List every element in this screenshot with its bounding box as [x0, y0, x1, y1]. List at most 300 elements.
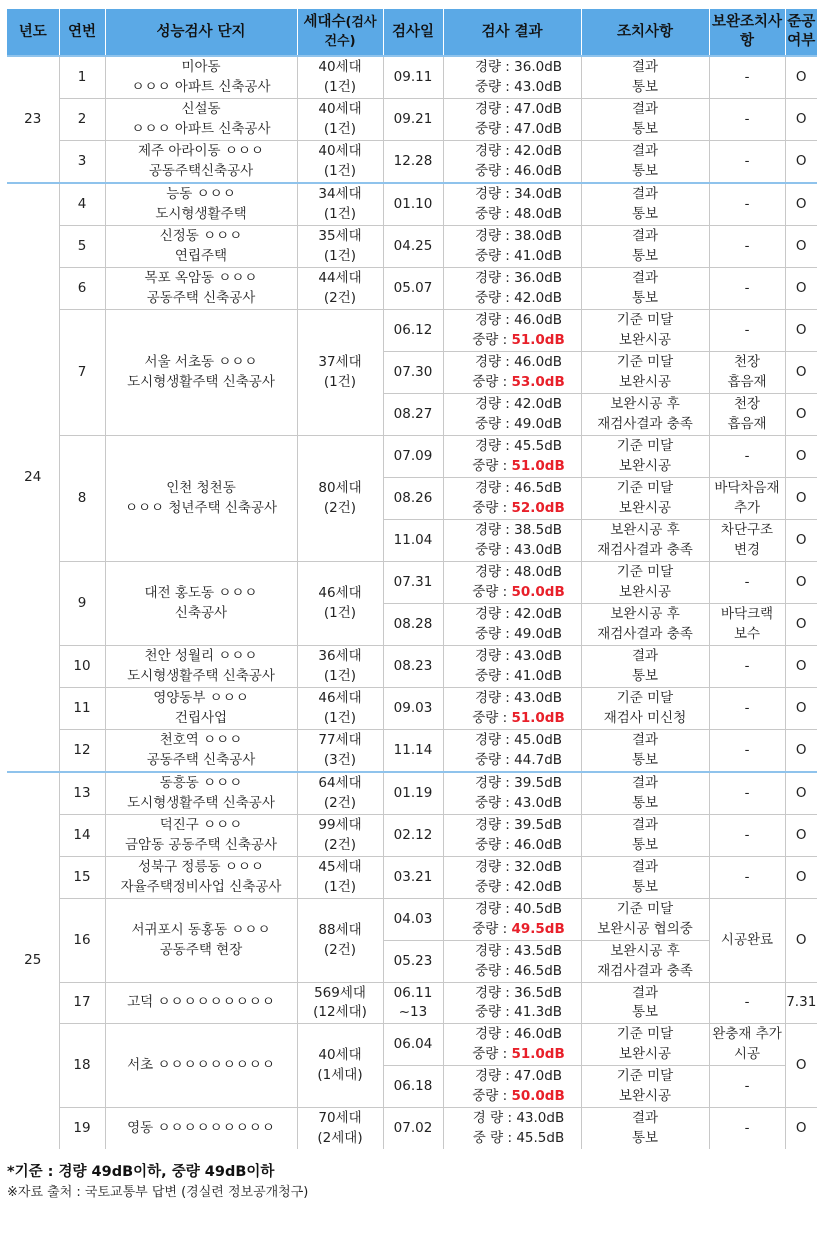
action-taken-line1: 결과 — [631, 1110, 659, 1126]
light-label: 경량 : — [474, 143, 510, 159]
complex-name — [105, 99, 297, 141]
test-date — [383, 56, 443, 99]
light-value: 36.5dB — [514, 984, 563, 1001]
heavy-label: 중량 : — [474, 962, 510, 979]
heavy-impact-result — [444, 667, 581, 687]
completion-status: O — [785, 352, 817, 394]
action-taken — [581, 394, 709, 436]
heavy-value: 47.0dB — [514, 120, 563, 137]
household-count — [297, 730, 383, 773]
test-date — [383, 141, 443, 184]
completion-status: O — [785, 730, 817, 773]
heavy-impact-result — [444, 289, 581, 309]
household-count — [297, 899, 383, 983]
household-count — [297, 1024, 383, 1108]
supplementary-action-line1: - — [744, 1077, 750, 1094]
supplementary-action-line2: 시공 — [733, 1045, 761, 1062]
heavy-label: 중량 : — [474, 1004, 510, 1020]
complex-name — [105, 899, 297, 983]
test-date — [383, 857, 443, 899]
entry-number: 16 — [59, 899, 105, 983]
heavy-value: 46.5dB — [514, 962, 563, 979]
supplementary-action — [709, 268, 785, 310]
year-cell: 24 — [7, 183, 59, 772]
action-taken-line1: 결과 — [631, 59, 659, 75]
test-date-value: 09.21 — [393, 110, 433, 127]
action-taken-line1: 기준 미달 — [616, 480, 674, 496]
test-result-cell — [443, 478, 581, 520]
household-count-line2: (1세대) — [317, 1066, 363, 1083]
complex-name-line1: 서울 서초동 ㅇㅇㅇ — [144, 354, 258, 370]
complex-name-line2: 도시형생활주택 신축공사 — [127, 667, 275, 684]
supplementary-action-line1: 바닥크랙 — [720, 606, 774, 622]
action-taken-line2: 보완시공 — [618, 499, 672, 516]
year-cell: 23 — [7, 56, 59, 183]
heavy-label: 중량 : — [474, 415, 510, 432]
supplementary-action-line1: 천장 — [733, 396, 761, 412]
supplementary-action — [709, 1108, 785, 1150]
test-date-value: 04.03 — [393, 910, 433, 927]
action-taken — [581, 141, 709, 184]
test-date-value: 03.21 — [393, 868, 433, 885]
table-row — [7, 226, 817, 268]
action-taken-line1: 결과 — [631, 732, 659, 748]
light-impact-result — [444, 1025, 581, 1045]
light-value: 36.0dB — [514, 270, 563, 286]
supplementary-action-line1: 천장 — [733, 354, 761, 370]
supplementary-action-line1: - — [744, 152, 750, 169]
test-result-cell — [443, 1024, 581, 1066]
heavy-value: 41.0dB — [514, 667, 563, 684]
action-taken — [581, 436, 709, 478]
action-taken-line1: 보완시공 후 — [610, 396, 680, 412]
test-date-range-end: ~13 — [398, 1004, 428, 1020]
test-date-value: 11.14 — [393, 741, 433, 758]
test-result-cell — [443, 99, 581, 141]
heavy-impact-result — [444, 415, 581, 435]
complex-name-line2: 공동주택신축공사 — [148, 162, 254, 179]
household-count-line2: (1건) — [323, 120, 357, 137]
test-date-value: 08.23 — [393, 657, 433, 674]
test-result-cell — [443, 730, 581, 773]
light-value: 43.0dB — [516, 1110, 565, 1126]
light-impact-result — [444, 647, 581, 667]
action-taken-line2: 재검사 미신청 — [603, 709, 687, 726]
test-date — [383, 1108, 443, 1150]
household-count-line2: (2건) — [323, 941, 357, 958]
header-action: 조치사항 — [581, 9, 709, 56]
light-impact-result — [444, 774, 581, 794]
header-year: 년도 — [7, 9, 59, 56]
heavy-value-failed: 49.5dB — [511, 920, 565, 937]
completion-status: O — [785, 815, 817, 857]
action-taken-line1: 결과 — [631, 186, 659, 202]
test-date-value: 01.19 — [393, 784, 433, 801]
completion-status: O — [785, 478, 817, 520]
supplementary-action — [709, 857, 785, 899]
entry-number: 15 — [59, 857, 105, 899]
light-label: 경량 : — [474, 270, 510, 286]
heavy-value: 46.0dB — [514, 162, 563, 179]
action-taken — [581, 983, 709, 1024]
action-taken-line2: 보완시공 — [618, 373, 672, 390]
completion-status: O — [785, 183, 817, 226]
household-count — [297, 436, 383, 562]
light-value: 42.0dB — [514, 143, 563, 159]
household-count — [297, 1108, 383, 1150]
test-date — [383, 1066, 443, 1108]
heavy-impact-result — [444, 331, 581, 351]
action-taken-line1: 결과 — [631, 817, 659, 833]
complex-name — [105, 983, 297, 1024]
light-label: 경량 : — [474, 859, 510, 875]
test-date-value: 01.10 — [393, 195, 433, 212]
light-label: 경량 : — [474, 817, 510, 833]
complex-name-line1: 서귀포시 동홍동 ㅇㅇㅇ — [131, 922, 271, 938]
heavy-label: 중량 : — [472, 1045, 508, 1062]
heavy-value: 48.0dB — [514, 205, 563, 222]
household-count-line1: 77세대 — [318, 732, 362, 748]
action-taken-line2: 통보 — [631, 794, 659, 811]
household-count — [297, 183, 383, 226]
light-value: 46.5dB — [514, 480, 563, 496]
entry-number: 1 — [59, 56, 105, 99]
light-value: 46.0dB — [514, 1026, 563, 1042]
table-row — [7, 56, 817, 99]
light-label: 경량 : — [474, 228, 510, 244]
light-label: 경량 : — [474, 59, 510, 75]
light-value: 48.0dB — [514, 564, 563, 580]
action-taken — [581, 772, 709, 815]
heavy-label: 중량 : — [474, 78, 510, 95]
household-count-line1: 88세대 — [318, 922, 362, 938]
complex-name-line2: 자율주택정비사업 신축공사 — [120, 878, 282, 895]
action-taken — [581, 1108, 709, 1150]
household-count-line1: 40세대 — [318, 59, 362, 75]
household-count-line2: (1건) — [323, 709, 357, 726]
action-taken-line1: 보완시공 후 — [610, 606, 680, 622]
heavy-impact-result — [444, 373, 581, 393]
complex-name — [105, 268, 297, 310]
light-impact-result — [444, 1067, 581, 1087]
action-taken — [581, 604, 709, 646]
heavy-label: 중량 : — [474, 878, 510, 895]
heavy-impact-result — [444, 709, 581, 729]
completion-status: O — [785, 310, 817, 352]
heavy-impact-result — [444, 751, 581, 771]
light-impact-result — [444, 227, 581, 247]
complex-name — [105, 183, 297, 226]
light-value: 43.0dB — [514, 648, 563, 664]
completion-status: O — [785, 646, 817, 688]
heavy-value: 43.0dB — [514, 794, 563, 811]
light-label: 경량 : — [474, 354, 510, 370]
light-impact-result — [444, 521, 581, 541]
test-date-value: 07.31 — [393, 573, 433, 590]
light-label: 경량 : — [474, 1068, 510, 1084]
heavy-impact-result — [444, 162, 581, 182]
test-date — [383, 815, 443, 857]
light-label: 경량 : — [474, 690, 510, 706]
entry-number: 12 — [59, 730, 105, 773]
supplementary-action — [709, 772, 785, 815]
complex-name-line2: ㅇㅇㅇ 아파트 신축공사 — [131, 78, 271, 95]
test-result-cell — [443, 352, 581, 394]
action-taken-line1: 결과 — [631, 101, 659, 117]
supplementary-action-line2: 흡음재 — [727, 415, 767, 432]
complex-name-line2: 도시형생활주택 신축공사 — [127, 373, 275, 390]
light-value: 46.0dB — [514, 312, 563, 328]
light-label: 경량 : — [474, 732, 510, 748]
action-taken-line1: 결과 — [631, 859, 659, 875]
heavy-impact-result — [444, 1087, 581, 1107]
heavy-label: 중량 : — [474, 162, 510, 179]
completion-status: O — [785, 604, 817, 646]
complex-name — [105, 56, 297, 99]
complex-name-line1: 덕진구 ㅇㅇㅇ — [159, 817, 243, 833]
action-taken — [581, 226, 709, 268]
entry-number: 14 — [59, 815, 105, 857]
complex-name-line1: 고덕 ㅇㅇㅇㅇㅇㅇㅇㅇㅇ — [127, 994, 275, 1011]
supplementary-action-line1: - — [744, 68, 750, 85]
household-count — [297, 688, 383, 730]
action-taken-line2: 통보 — [631, 836, 659, 853]
action-taken — [581, 183, 709, 226]
heavy-label: 중량 : — [472, 920, 508, 937]
household-count-line2: (3건) — [323, 751, 357, 768]
test-date-value: 07.02 — [393, 1119, 433, 1136]
entry-number: 17 — [59, 983, 105, 1024]
test-date — [383, 688, 443, 730]
light-value: 42.0dB — [514, 396, 563, 412]
complex-name — [105, 310, 297, 436]
completion-status: O — [785, 899, 817, 983]
complex-name-line2: 신축공사 — [174, 604, 228, 621]
action-taken-line2: 통보 — [631, 205, 659, 222]
table-row — [7, 1024, 817, 1066]
complex-name-line2: 도시형생활주택 — [155, 205, 247, 222]
light-label: 경량 : — [474, 564, 510, 580]
action-taken-line2: 보완시공 — [618, 457, 672, 474]
heavy-label: 중량 : — [474, 625, 510, 642]
test-result-cell — [443, 56, 581, 99]
test-result-cell — [443, 268, 581, 310]
header-households: 세대수(검사건수) — [297, 9, 383, 56]
complex-name — [105, 1024, 297, 1108]
test-result-cell — [443, 604, 581, 646]
light-label: 경량 : — [474, 312, 510, 328]
household-count-line1: 46세대 — [318, 585, 362, 601]
supplementary-action — [709, 310, 785, 352]
complex-name-line2: 공동주택 신축공사 — [146, 289, 256, 306]
test-date-value: 06.04 — [393, 1035, 433, 1052]
light-impact-result — [444, 269, 581, 289]
complex-name-line1: 신정동 ㅇㅇㅇ — [159, 228, 243, 244]
action-taken-line2: 통보 — [631, 751, 659, 768]
heavy-impact-result — [444, 794, 581, 814]
household-count-line2: (1건) — [323, 604, 357, 621]
light-value: 43.5dB — [514, 943, 563, 959]
heavy-label: 중량 : — [472, 499, 508, 516]
test-result-cell — [443, 899, 581, 941]
action-taken-line2: 보완시공 — [618, 1087, 672, 1104]
test-result-cell — [443, 1066, 581, 1108]
household-count-line1: 40세대 — [318, 143, 362, 159]
action-taken — [581, 520, 709, 562]
action-taken-line2: 통보 — [631, 1004, 659, 1020]
household-count — [297, 56, 383, 99]
light-impact-result — [444, 858, 581, 878]
complex-name — [105, 646, 297, 688]
supplementary-action — [709, 730, 785, 773]
household-count — [297, 226, 383, 268]
action-taken — [581, 56, 709, 99]
heavy-label: 중량 : — [472, 331, 508, 348]
test-date — [383, 941, 443, 983]
light-impact-result — [444, 437, 581, 457]
action-taken — [581, 646, 709, 688]
entry-number: 11 — [59, 688, 105, 730]
heavy-label: 중량 : — [474, 667, 510, 684]
household-count — [297, 815, 383, 857]
header-number: 연번 — [59, 9, 105, 56]
light-impact-result — [444, 353, 581, 373]
heavy-value: 41.3dB — [514, 1004, 563, 1020]
heavy-impact-result — [444, 78, 581, 98]
light-value: 34.0dB — [514, 186, 563, 202]
heavy-label: 중량 : — [472, 373, 508, 390]
household-count-line1: 35세대 — [318, 228, 362, 244]
light-label: 경량 : — [474, 522, 510, 538]
test-date — [383, 394, 443, 436]
supplementary-action-line1: - — [744, 573, 750, 590]
completion-status: O — [785, 436, 817, 478]
light-impact-result — [444, 984, 581, 1004]
household-count-line1: 569세대 — [314, 984, 366, 1001]
light-label: 경 량 : — [472, 1110, 513, 1126]
table-row — [7, 730, 817, 773]
light-impact-result — [444, 900, 581, 920]
action-taken — [581, 899, 709, 941]
action-taken-line1: 결과 — [631, 775, 659, 791]
table-row — [7, 436, 817, 478]
table-row — [7, 99, 817, 141]
entry-number: 4 — [59, 183, 105, 226]
heavy-value: 46.0dB — [514, 836, 563, 853]
heavy-value-failed: 50.0dB — [511, 1087, 565, 1104]
complex-name-line1: 천호역 ㅇㅇㅇ — [159, 732, 243, 748]
heavy-impact-result — [444, 1045, 581, 1065]
year-cell: 25 — [7, 772, 59, 1149]
household-count — [297, 268, 383, 310]
light-impact-result — [444, 689, 581, 709]
household-count-line2: (2건) — [323, 499, 357, 516]
household-count-line1: 64세대 — [318, 775, 362, 791]
supplementary-action — [709, 56, 785, 99]
heavy-label: 중량 : — [472, 457, 508, 474]
supplementary-action-line1: - — [744, 321, 750, 338]
test-result-cell — [443, 520, 581, 562]
completion-status: O — [785, 56, 817, 99]
test-result-cell — [443, 141, 581, 184]
test-result-cell — [443, 183, 581, 226]
heavy-label: 중량 : — [474, 751, 510, 768]
supplementary-action-line1: - — [744, 447, 750, 464]
footnotes — [7, 1161, 817, 1203]
light-value: 42.0dB — [514, 606, 563, 622]
household-count-line2: (12세대) — [313, 1004, 367, 1020]
table-header-row — [7, 9, 817, 56]
action-taken — [581, 1066, 709, 1108]
household-count-line1: 37세대 — [318, 354, 362, 370]
heavy-value-failed: 52.0dB — [511, 499, 565, 516]
test-date-value: 04.25 — [393, 237, 433, 254]
household-count-line1: 40세대 — [318, 101, 362, 117]
supplementary-action — [709, 226, 785, 268]
test-date — [383, 268, 443, 310]
action-taken-line1: 기준 미달 — [616, 354, 674, 370]
heavy-label: 중량 : — [474, 120, 510, 137]
action-taken-line2: 보완시공 — [618, 1045, 672, 1062]
supplementary-action-line1: - — [744, 994, 750, 1011]
action-taken-line1: 결과 — [631, 270, 659, 286]
action-taken — [581, 730, 709, 773]
heavy-value-failed: 53.0dB — [511, 373, 565, 390]
household-count-line2: (2건) — [323, 289, 357, 306]
household-count — [297, 646, 383, 688]
heavy-label: 중량 : — [474, 794, 510, 811]
light-label: 경량 : — [474, 648, 510, 664]
light-label: 경량 : — [474, 186, 510, 202]
supplementary-action-line2: 변경 — [733, 541, 761, 558]
heavy-label: 중량 : — [472, 1087, 508, 1104]
action-taken-line1: 기준 미달 — [616, 690, 674, 706]
test-result-cell — [443, 1108, 581, 1150]
supplementary-action — [709, 815, 785, 857]
test-date-value: 08.28 — [393, 615, 433, 632]
test-date — [383, 99, 443, 141]
heavy-impact-result — [444, 583, 581, 603]
light-value: 43.0dB — [514, 690, 563, 706]
supplementary-action-line1: - — [744, 195, 750, 212]
light-label: 경량 : — [474, 396, 510, 412]
header-supplementary-action: 보완조치사항 — [709, 9, 785, 56]
household-count-line1: 34세대 — [318, 186, 362, 202]
light-impact-result — [444, 731, 581, 751]
heavy-label: 중 량 : — [472, 1129, 513, 1146]
light-value: 32.0dB — [514, 859, 563, 875]
household-count-line2: (1건) — [323, 78, 357, 95]
supplementary-action — [709, 352, 785, 394]
criteria-note: *기준 : 경량 49dB이하, 중량 49dB이하 — [7, 1164, 275, 1180]
heavy-value: 42.0dB — [514, 289, 563, 306]
header-complex: 성능검사 단지 — [105, 9, 297, 56]
household-count-line2: (1건) — [323, 667, 357, 684]
light-label: 경량 : — [474, 480, 510, 496]
light-label: 경량 : — [474, 901, 510, 917]
test-result-cell — [443, 688, 581, 730]
action-taken-line1: 기준 미달 — [616, 1026, 674, 1042]
completion-status: O — [785, 772, 817, 815]
heavy-value-failed: 51.0dB — [511, 331, 565, 348]
action-taken-line2: 보완시공 — [618, 583, 672, 600]
household-count-line1: 40세대 — [318, 1047, 362, 1063]
test-date-value: 06.12 — [393, 321, 433, 338]
action-taken-line2: 재검사결과 충족 — [597, 962, 693, 979]
supplementary-action — [709, 1066, 785, 1108]
test-date — [383, 983, 443, 1024]
supplementary-action-line1: - — [744, 868, 750, 885]
